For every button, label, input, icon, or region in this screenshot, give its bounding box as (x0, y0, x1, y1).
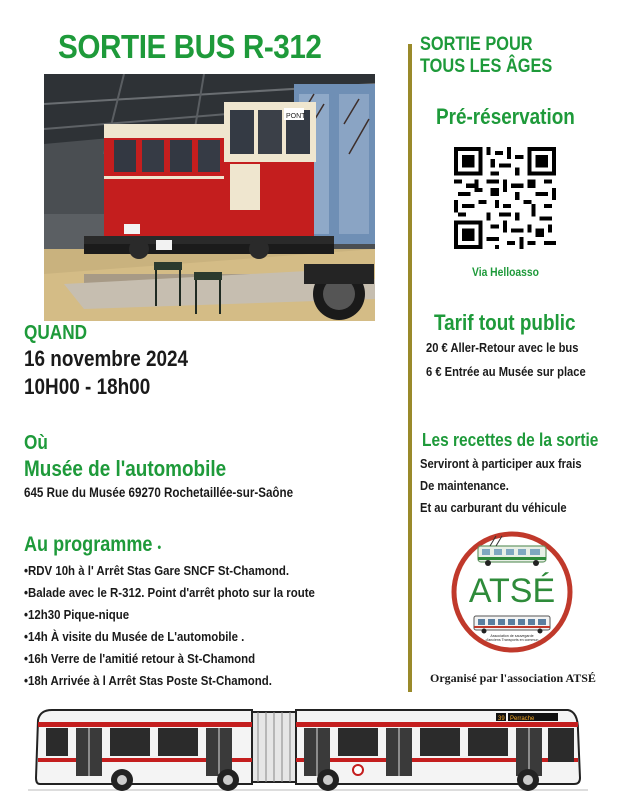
tarif-heading: Tarif tout public (434, 310, 576, 335)
program-item: •14h À visite du Musée de L'automobile . (24, 629, 245, 644)
program-title: Au programme • (24, 533, 162, 556)
recettes-line: De maintenance. (420, 478, 509, 493)
tram-photo (44, 74, 375, 321)
column-divider (408, 44, 412, 692)
event-time: 10H00 - 18h00 (24, 374, 151, 399)
helloasso-link[interactable]: Via Helloasso (472, 265, 539, 279)
program-list (24, 560, 355, 692)
program-item: •12h30 Pique-nique (24, 607, 130, 622)
audience-heading: SORTIE POUR TOUS LES ÂGES (420, 34, 553, 77)
recettes-line: Serviront à participer aux frais (420, 456, 582, 471)
organizer-credit: Organisé par l'association ATSÉ (430, 671, 596, 685)
logo-caption: Association de sauvegarde d'anciens Transports en commun (485, 634, 539, 642)
when-label: QUAND (24, 322, 88, 344)
program-item: •18h Arrivée à l Arrêt Stas Poste St-Chamond. (24, 673, 272, 688)
tarif-line: 20 € Aller-Retour avec le bus (426, 340, 579, 355)
event-date: 16 novembre 2024 (24, 346, 189, 371)
venue-name: Musée de l'automobile (24, 456, 227, 481)
bus-line-number: 39 (498, 716, 505, 722)
logo-wordmark: ATSÉ (468, 572, 556, 610)
poster-title: SORTIE BUS R-312 (58, 28, 322, 65)
prereservation-heading: Pré-réservation (436, 104, 575, 129)
tram-sign-text: PONT (286, 113, 306, 120)
program-item: •RDV 10h à l' Arrêt Stas Gare SNCF St-Chamond. (24, 563, 290, 578)
bus-destination: Perrache (510, 716, 535, 722)
venue-address: 645 Rue du Musée 69270 Rochetaillée-sur-Saône (24, 485, 294, 500)
tarif-line: 6 € Entrée au Musée sur place (426, 364, 586, 379)
qr-code[interactable] (454, 147, 556, 249)
recettes-heading: Les recettes de la sortie (422, 430, 599, 450)
program-item: •16h Verre de l'amitié retour à St-Chamond (24, 651, 256, 666)
program-item: •Balade avec le R-312. Point d'arrêt photo sur la route (24, 585, 315, 600)
atse-logo (450, 530, 574, 654)
recettes-line: Et au carburant du véhicule (420, 500, 567, 515)
where-label: Où (24, 432, 48, 454)
bus-illustration (28, 700, 588, 796)
